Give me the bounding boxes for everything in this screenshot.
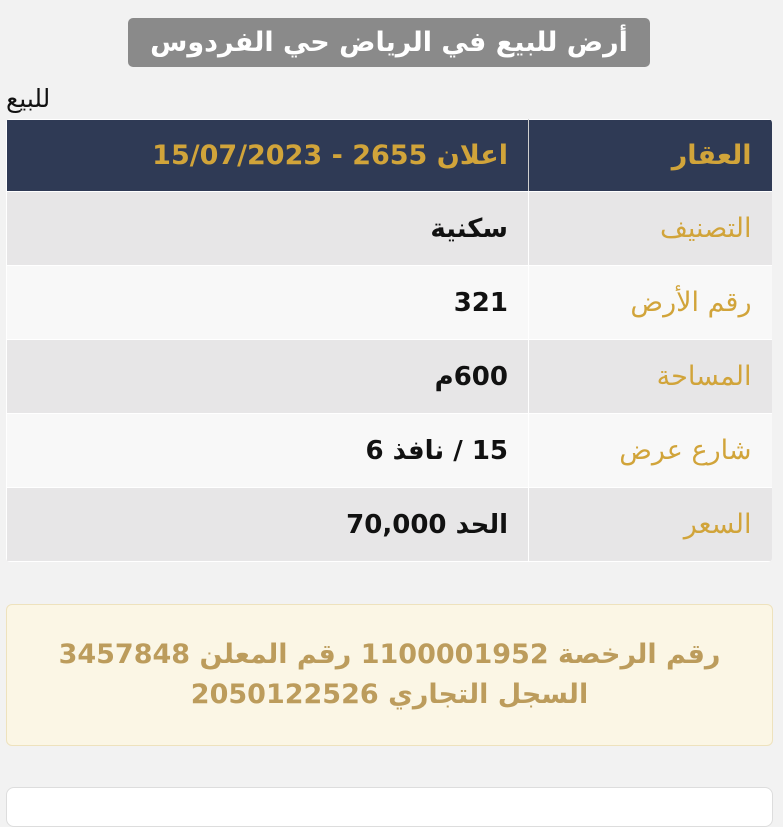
sale-label: للبيع xyxy=(6,84,51,113)
license-line-1: رقم الرخصة 1100001952 رقم المعلن 3457848 xyxy=(58,639,721,670)
license-info-box xyxy=(6,604,773,746)
listing-title: أرض للبيع في الرياض حي الفردوس xyxy=(128,18,650,67)
table-row-plot-number xyxy=(7,266,772,340)
next-card xyxy=(6,787,773,827)
row-label: المساحة xyxy=(529,340,772,414)
table-row-price xyxy=(7,488,772,562)
row-value: 15 / نافذ 6 xyxy=(7,414,529,488)
header-ad-info: اعلان 2655 - 15/07/2023 xyxy=(7,120,529,192)
table-header-row xyxy=(7,120,772,192)
row-label: رقم الأرض xyxy=(529,266,772,340)
table-row-classification xyxy=(7,192,772,266)
table-row-street-width xyxy=(7,414,772,488)
row-value: الحد 70,000 xyxy=(7,488,529,562)
table-row-area xyxy=(7,340,772,414)
license-line-2: السجل التجاري 2050122526 xyxy=(190,679,589,710)
row-label: التصنيف xyxy=(529,192,772,266)
header-label: العقار xyxy=(529,120,772,192)
row-value: 600م xyxy=(7,340,529,414)
row-label: شارع عرض xyxy=(529,414,772,488)
property-details-table xyxy=(6,119,772,562)
row-label: السعر xyxy=(529,488,772,562)
row-value: سكنية xyxy=(7,192,529,266)
row-value: 321 xyxy=(7,266,529,340)
